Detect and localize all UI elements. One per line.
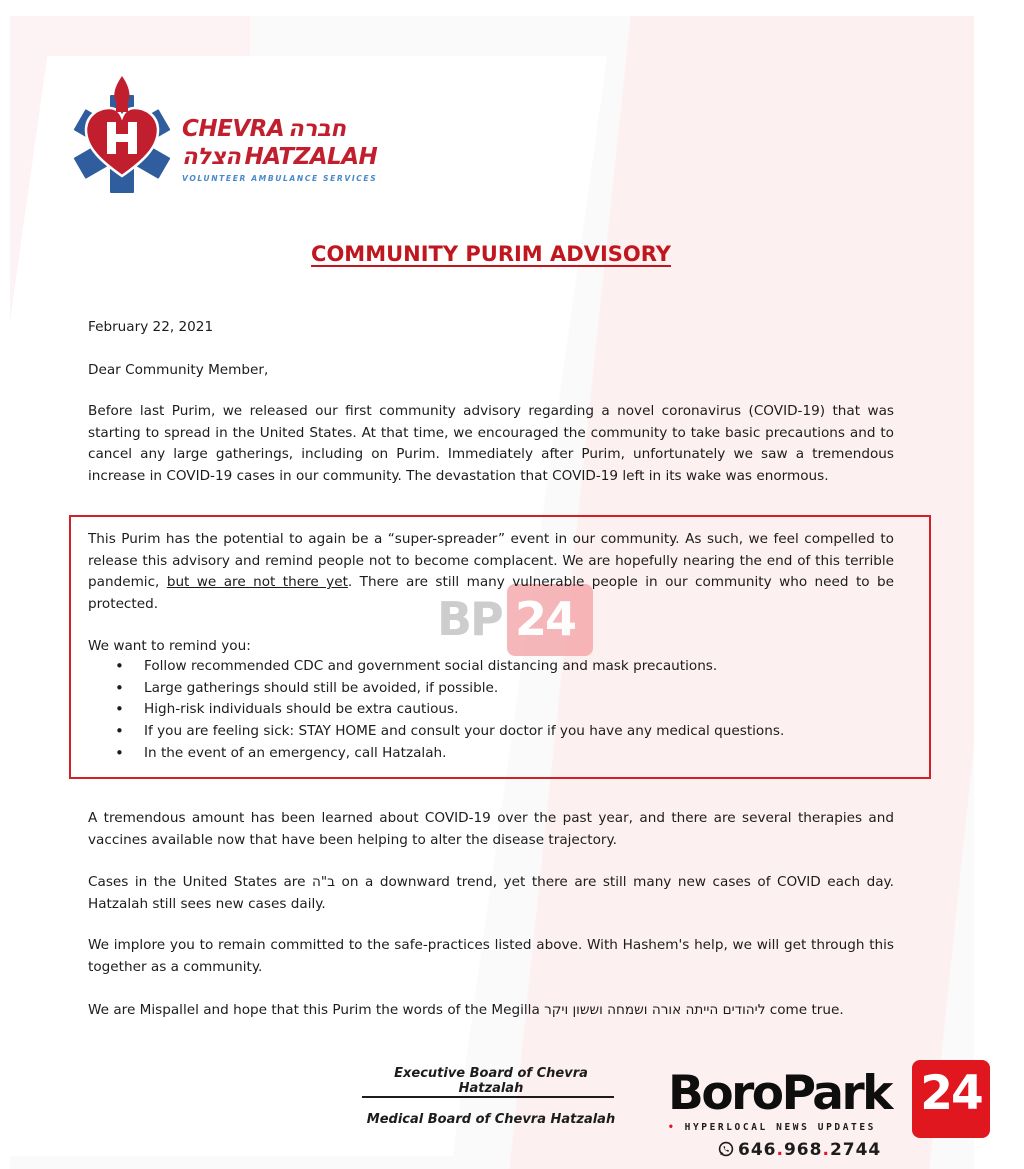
boropark-tagline: • HYPERLOCAL NEWS UPDATES	[668, 1122, 876, 1133]
advisory-text: This Purim has the potential to again be a “super-spreader” event in our community. As such, we feel compelled to release this advisory and remind people not to become complacent. We are hopefully nearing the end of this terrible pandemic,	[88, 531, 894, 590]
list-item: • In the event of an emergency, call Hatzalah.	[110, 743, 890, 765]
advisory-underlined: but we are not there yet	[166, 574, 348, 590]
phone-part: 2744	[829, 1140, 882, 1160]
boropark-tagline-text: HYPERLOCAL NEWS UPDATES	[684, 1122, 876, 1133]
paragraph-intro: Before last Purim, we released our first community advisory regarding a novel coronavirus (COVID-19) that was starting to spread in the United States. At that time, we encouraged the community to take basic precautions and to cancel any large gatherings, including on Purim. Immediately after Purim, unfortunately we saw a tremendous increase in COVID-19 cases in our community. The devastation that COVID-19 left in its wake was enormous.	[88, 403, 894, 484]
paragraph-implore: We implore you to remain committed to the safe-practices listed above. With Hashem's help, we will get through this together as a community.	[88, 937, 894, 975]
letter-date: February 22, 2021	[88, 319, 214, 335]
whatsapp-icon	[718, 1141, 734, 1157]
logo-name-en: CHEVRA	[182, 116, 285, 142]
paragraph-advisory	[88, 529, 894, 615]
list-item: • Follow recommended CDC and government social distancing and mask precautions.	[110, 656, 890, 678]
phone-part: 968	[783, 1140, 823, 1160]
signature-executive-board: Executive Board of Chevra Hatzalah	[394, 1066, 588, 1096]
logo-name-he: חברה	[288, 116, 346, 142]
watermark-number: 24	[515, 592, 576, 646]
hatzalah-wordmark	[182, 116, 377, 183]
signature-divider	[362, 1096, 614, 1098]
list-item: • High-risk individuals should be extra cautious.	[110, 699, 890, 721]
salutation: Dear Community Member,	[88, 362, 269, 378]
phone-part: 646	[738, 1140, 777, 1160]
boropark-name: BoroPark	[668, 1066, 891, 1121]
logo-name-he: הצלה	[182, 144, 241, 170]
megilla-text: come true.	[765, 1002, 844, 1018]
logo-tagline: VOLUNTEER AMBULANCE SERVICES	[182, 174, 378, 183]
boropark-phone: 646.968.2744	[718, 1140, 881, 1160]
megilla-text: We are Mispallel and hope that this Purim the words of the Megilla	[88, 1002, 545, 1018]
paragraph-cases: Cases in the United States are ב"ה on a downward trend, yet there are still many new cases of COVID each day. Hatzalah still sees new cases daily.	[88, 874, 894, 912]
megilla-hebrew-quote: ליהודים הייתה אורה ושמחה וששון ויקר	[544, 1002, 766, 1018]
list-item: • If you are feeling sick: STAY HOME and consult your doctor if you have any medical questions.	[110, 721, 890, 743]
page-title: COMMUNITY PURIM ADVISORY	[311, 242, 671, 266]
signature-medical-board: Medical Board of Chevra Hatzalah	[366, 1112, 616, 1127]
advisory-text: . There are still many vulnerable people in our community who need to be protected.	[88, 574, 895, 612]
logo-name-en: HATZALAH	[244, 144, 378, 170]
boropark24-logo	[668, 1060, 990, 1160]
boropark-number: 24	[920, 1066, 982, 1121]
watermark-text: BP	[437, 592, 502, 646]
hatzalah-emblem-icon	[66, 74, 178, 198]
paragraph-learned: A tremendous amount has been learned about COVID-19 over the past year, and there are several therapies and vaccines available now that have been helping to alter the disease trajectory.	[88, 810, 894, 848]
paragraph-megilla	[88, 1000, 894, 1022]
list-item: • Large gatherings should still be avoided, if possible.	[110, 678, 890, 700]
reminder-list	[110, 656, 890, 765]
remind-intro: We want to remind you:	[88, 638, 251, 654]
